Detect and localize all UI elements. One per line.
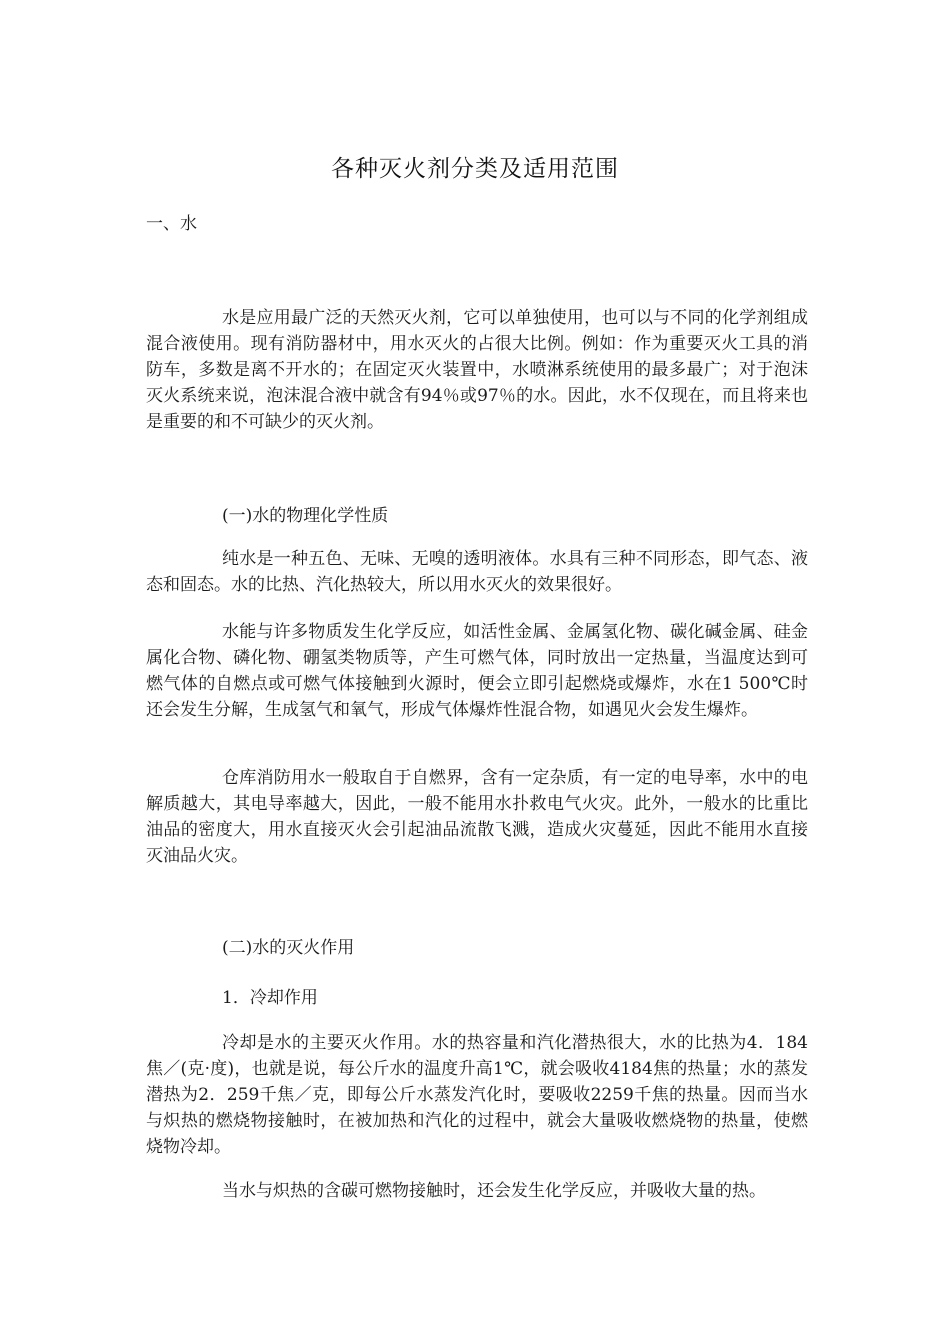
subsection-heading-properties: (一)水的物理化学性质 — [222, 506, 389, 526]
paragraph-intro: 水是应用最广泛的天然灭火剂，它可以单独使用，也可以与不同的化学剂组成混合液使用。现有消防器材中，用水灭火的占很大比例。例如：作为重要灭火工具的消防车，多数是离不开水的；在固定灭火装置中，水喷淋系统使用的最多最广；对于泡沫灭火系统来说，泡沫混合液中就含有94％或97％的水。因此，水不仅现在，而且将来也是重要的和不可缺少的灭火剂。 — [146, 308, 808, 432]
paragraph-chemical-reactions: 水能与许多物质发生化学反应，如活性金属、金属氢化物、碳化碱金属、硅金属化合物、磷化物、硼氢类物质等，产生可燃气体，同时放出一定热量，当温度达到可燃气体的自燃点或可燃气体接触到火源时，便会立即引起燃烧或爆炸，水在1 500℃时还会发生分解，生成氢气和氧气，形成气体爆炸性混合物，如遇见火会发生爆炸。 — [146, 622, 808, 720]
subsection-heading-extinguishing: (二)水的灭火作用 — [222, 938, 355, 958]
paragraph-physical-properties: 纯水是一种五色、无味、无嗅的透明液体。水具有三种不同形态，即气态、液态和固态。水的比热、汽化热较大，所以用水灭火的效果很好。 — [146, 549, 808, 595]
list-item-cooling: 1．冷却作用 — [222, 988, 318, 1008]
paragraph-carbon-reaction: 当水与炽热的含碳可燃物接触时，还会发生化学反应，并吸收大量的热。 — [222, 1181, 766, 1201]
document-title: 各种灭火剂分类及适用范围 — [331, 156, 619, 182]
paragraph-warehouse-water: 仓库消防用水一般取自于自燃界，含有一定杂质，有一定的电导率，水中的电解质越大，其电导率越大，因此，一般不能用水扑救电气火灾。此外，一般水的比重比油品的密度大，用水直接灭火会引起油品流散飞溅，造成火灾蔓延，因此不能用水直接灭油品火灾。 — [146, 768, 808, 866]
paragraph-cooling: 冷却是水的主要灭火作用。水的热容量和汽化潜热很大，水的比热为4．184焦／(克·度)，也就是说，每公斤水的温度升高1℃，就会吸收4184焦的热量；水的蒸发潜热为2．259千焦／克，即每公斤水蒸发汽化时，要吸收2259千焦的热量。因而当水与炽热的燃烧物接触时，在被加热和汽化的过程中，就会大量吸收燃烧物的热量，使燃烧物冷却。 — [146, 1033, 808, 1157]
section-heading-water: 一、水 — [146, 214, 197, 234]
